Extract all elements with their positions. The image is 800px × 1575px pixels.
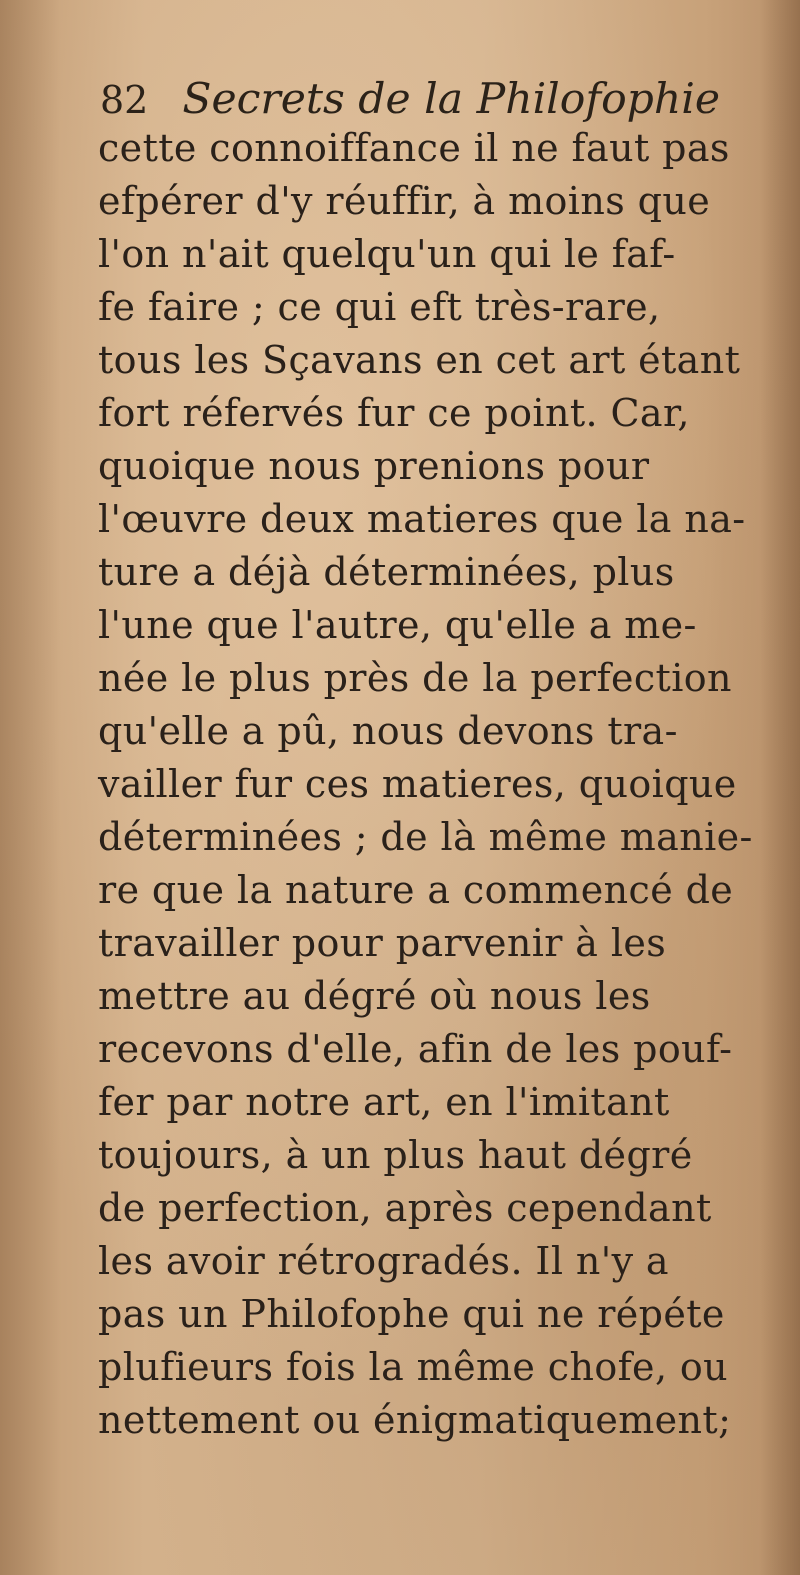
text-line: l'on n'ait quelqu'un qui le faf- <box>98 232 676 276</box>
page-number: 82 <box>100 78 149 122</box>
text-line: déterminées ; de là même manie- <box>98 815 753 859</box>
page-header <box>100 70 720 130</box>
text-line: les avoir rétrogradés. Il n'y a <box>98 1239 669 1283</box>
text-line: née le plus près de la perfection <box>98 656 732 700</box>
text-line: fort réfervés fur ce point. Car, <box>98 391 690 435</box>
text-line: l'œuvre deux matieres que la na- <box>98 497 746 541</box>
text-line: travailler pour parvenir à les <box>98 921 667 965</box>
text-line: nettement ou énigmatiquement; <box>98 1398 732 1442</box>
text-line: l'une que l'autre, qu'elle a me- <box>98 603 697 647</box>
page-edge-shadow-left <box>0 0 60 1575</box>
text-line: tous les Sçavans en cet art étant <box>98 338 741 382</box>
text-line: qu'elle a pû, nous devons tra- <box>98 709 678 753</box>
text-line: plufieurs fois la même chofe, ou <box>98 1345 729 1389</box>
text-line: fer par notre art, en l'imitant <box>98 1080 670 1124</box>
text-line: vailler fur ces matieres, quoique <box>98 762 737 806</box>
text-line: quoique nous prenions pour <box>98 444 650 488</box>
text-line: de perfection, après cependant <box>98 1186 712 1230</box>
text-line: pas un Philofophe qui ne répéte <box>98 1292 725 1336</box>
text-line: recevons d'elle, afin de les pouf- <box>98 1027 733 1071</box>
page-edge-shadow-right <box>760 0 800 1575</box>
text-line: mettre au dégré où nous les <box>98 974 651 1018</box>
text-line: ture a déjà déterminées, plus <box>98 550 675 594</box>
text-line: cette connoiffance il ne faut pas <box>98 126 730 170</box>
text-line: toujours, à un plus haut dégré <box>98 1133 693 1177</box>
text-line: fe faire ; ce qui eft très-rare, <box>98 285 661 329</box>
running-title: Secrets de la Philofophie <box>182 75 720 124</box>
text-line: efpérer d'y réuffir, à moins que <box>98 179 711 223</box>
text-line: re que la nature a commencé de <box>98 868 734 912</box>
